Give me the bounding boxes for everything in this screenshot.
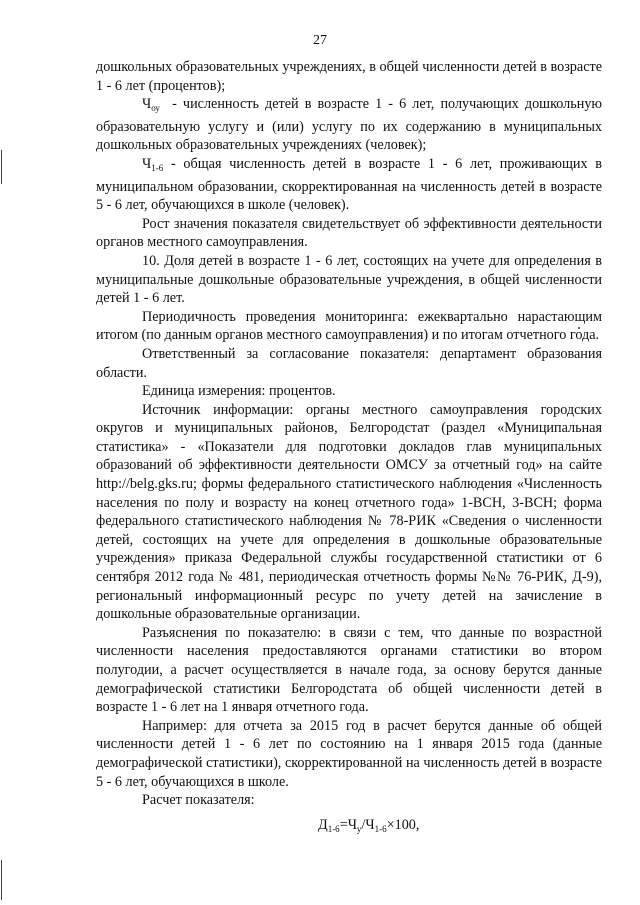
paragraph-example: Например: для отчета за 2015 год в расчет берутся данные об общей численности детей 1 - 6 лет по состоянию на 1 января 2015 года (данные демографической статистики), скорректированной на численность детей в возрасте 5 - 6 лет, обучающихся в школе. (96, 717, 602, 790)
paragraph-growth: Рост значения показателя свидетельствует об эффективности деятельности органов местного самоуправления. (96, 215, 602, 251)
paragraph-1: дошкольных образовательных учреждениях, в общей численности детей в возрасте 1 - 6 лет (процентов); (96, 59, 602, 94)
formula: $Д_{1-6}=Ч_у/Ч_{1-6}\times 100$, (318, 817, 420, 834)
paragraph-responsible: Ответственный за согласование показателя: департамент образования области. (96, 345, 602, 381)
paragraph-explanation: Разъяснения по показателю: в связи с тем, что данные по возрастной численности населения предоставляются органами статистики во втором полугодии, а расчет осуществляется в начале года, за основу берутся данные демографической статистики Белгородстата об общей численности детей в возрасте 1 - 6 лет на 1 января отчетного года. (96, 624, 602, 716)
paragraph-unit: Единица измерения: процентов. (142, 383, 336, 400)
paragraph-ch-oy (96, 95, 602, 155)
paragraph-periodicity: Периодичность проведения мониторинга: ежеквартально нарастающим итогом (по данным органов местного самоуправления) и по итогам отчетного года. (96, 308, 602, 344)
left-edge-mark (1, 150, 2, 184)
paragraph-source: Источник информации: органы местного самоуправления городских округов и муниципальных районов, Белгородстат (раздел «Муниципальная статистика» - «Показатели для подготовки докладов глав муниципальных образований об эффективности деятельности ОМСУ за отчетный год» на сайте http://belg.gks.ru; формы федерального статистического наблюдения «Численность населения по полу и возрасту на конец отчетного года» 1-ВСН, 3-ВСН; форма федерального статистического наблюдения № 78-РИК «Сведения о численности детей, состоящих на учете для определения в дошкольные образовательные учреждения» приказа Федеральной службы государственной статистики от 6 сентября 2012 года № 481, периодическая отчетность формы №№ 76-РИК, Д-9), региональный информационный ресурс по учету детей на зачисление в дошкольные образовательные организации. (96, 401, 602, 623)
paragraph-ch-16 (96, 155, 602, 215)
page-number: 27 (313, 33, 327, 48)
left-edge-mark-bottom (1, 860, 2, 900)
paragraph-calculation: Расчет показателя: (142, 792, 255, 809)
paragraph-ch-oy-text: - численность детей в возрасте 1 - 6 лет, получающих дошкольную образовательную услугу и (или) услугу по их содержанию в муниципальных дошкольных образовательных учреждениях (человек); (96, 96, 603, 154)
paragraph-item-10: 10. Доля детей в возрасте 1 - 6 лет, состоящих на учете для определения в муниципальные дошкольные образовательные учреждения, в общей численности детей 1 - 6 лет. (96, 252, 602, 307)
symbol-ch-oy: $Ч_{оу}$ (142, 96, 160, 114)
symbol-ch-16: $Ч_{1-6}$ (142, 155, 164, 173)
paragraph-ch-16-text: - общая численность детей в возрасте 1 - 6 лет, проживающих в муниципальном образовании, скорректированная на численность детей в возрасте 5 - 6 лет, обучающихся в школе (человек). (96, 155, 603, 214)
document-body (96, 58, 602, 810)
